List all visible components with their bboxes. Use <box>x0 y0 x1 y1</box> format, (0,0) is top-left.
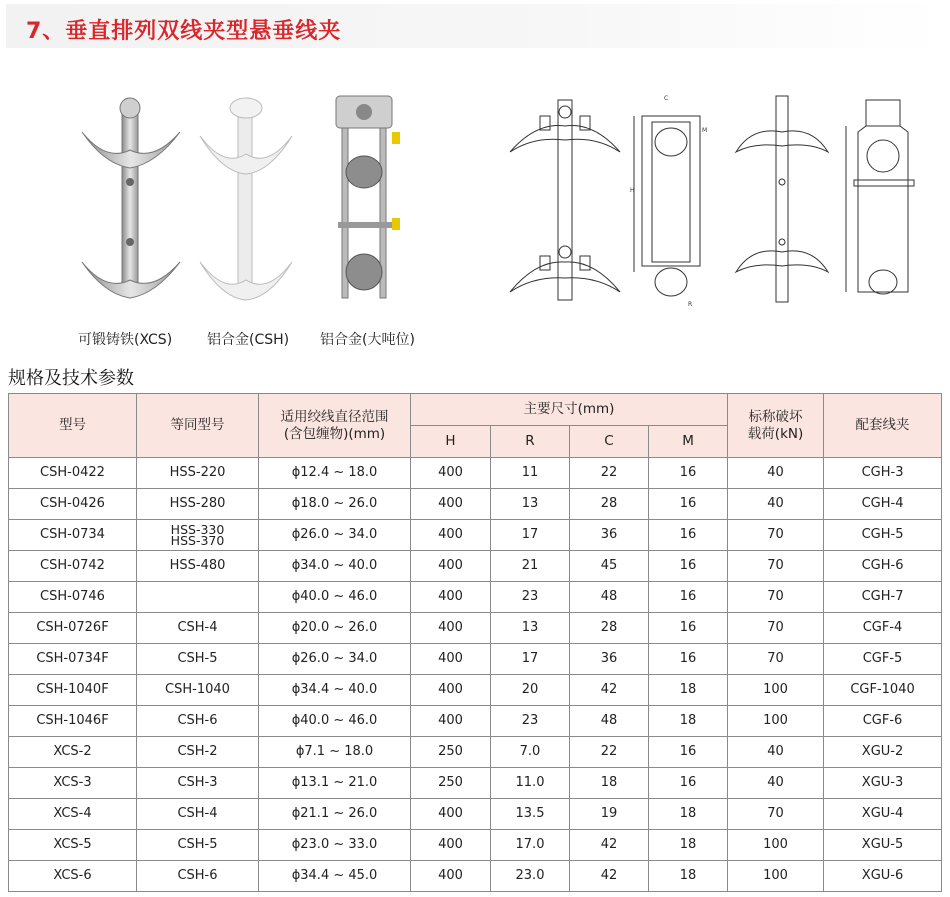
cell-h: 400 <box>411 675 491 706</box>
header-load-line2: 载荷(kN) <box>747 425 804 442</box>
cell-model: CSH-0426 <box>9 489 137 520</box>
dim-label-r: R <box>688 301 693 308</box>
cell-m: 16 <box>649 768 728 799</box>
cell-c: 48 <box>570 582 649 613</box>
cell-h: 250 <box>411 737 491 768</box>
cell-equivalent: CSH-6 <box>137 861 259 892</box>
cell-h: 400 <box>411 706 491 737</box>
table-row <box>9 489 942 520</box>
cell-h: 400 <box>411 520 491 551</box>
cell-m: 18 <box>649 706 728 737</box>
cell-clamp: CGF-1040 <box>824 675 942 706</box>
cell-model: XCS-4 <box>9 799 137 830</box>
cell-c: 22 <box>570 737 649 768</box>
cell-load: 40 <box>728 458 824 489</box>
cell-equivalent: CSH-5 <box>137 644 259 675</box>
cell-load: 40 <box>728 737 824 768</box>
cell-h: 400 <box>411 644 491 675</box>
spec-section-title: 规格及技术参数 <box>8 368 134 389</box>
cell-diameter: ϕ34.4 ~ 40.0 <box>259 675 411 706</box>
header-m: M <box>649 426 728 458</box>
table-row <box>9 520 942 551</box>
cell-equivalent: CSH-6 <box>137 706 259 737</box>
cell-equivalent <box>137 520 259 551</box>
table-row <box>9 768 942 799</box>
cell-clamp: XGU-4 <box>824 799 942 830</box>
cell-clamp: XGU-6 <box>824 861 942 892</box>
cell-c: 48 <box>570 706 649 737</box>
cell-equivalent: HSS-280 <box>137 489 259 520</box>
cell-r: 13 <box>491 613 570 644</box>
cell-equivalent-line1: HSS-330 <box>170 522 225 537</box>
cell-diameter: ϕ20.0 ~ 26.0 <box>259 613 411 644</box>
cell-model: CSH-0734 <box>9 520 137 551</box>
table-row <box>9 799 942 830</box>
table-row <box>9 861 942 892</box>
cell-diameter: ϕ21.1 ~ 26.0 <box>259 799 411 830</box>
cell-c: 42 <box>570 830 649 861</box>
table-row <box>9 737 942 768</box>
drawing-side-xcs <box>840 92 930 314</box>
cell-m: 18 <box>649 830 728 861</box>
header-load-line1: 标称破坏 <box>748 408 803 425</box>
cell-h: 400 <box>411 551 491 582</box>
cell-equivalent: CSH-4 <box>137 613 259 644</box>
header-clamp: 配套线夹 <box>824 394 942 458</box>
photo-caption-large-tonnage: 铝合金(大吨位) <box>320 332 415 348</box>
cell-m: 16 <box>649 737 728 768</box>
cell-h: 400 <box>411 861 491 892</box>
dim-label-m: M <box>702 127 708 134</box>
cell-diameter: ϕ34.0 ~ 40.0 <box>259 551 411 582</box>
cell-h: 400 <box>411 582 491 613</box>
cell-diameter: ϕ40.0 ~ 46.0 <box>259 706 411 737</box>
cell-r: 23 <box>491 706 570 737</box>
header-c: C <box>570 426 649 458</box>
cell-model: CSH-0422 <box>9 458 137 489</box>
table-row <box>9 458 942 489</box>
cell-h: 400 <box>411 458 491 489</box>
cell-h: 400 <box>411 489 491 520</box>
cell-clamp: XGU-5 <box>824 830 942 861</box>
cell-r: 17.0 <box>491 830 570 861</box>
cell-c: 42 <box>570 675 649 706</box>
cell-clamp: CGF-4 <box>824 613 942 644</box>
cell-c: 22 <box>570 458 649 489</box>
cell-diameter: ϕ40.0 ~ 46.0 <box>259 582 411 613</box>
cell-load: 70 <box>728 644 824 675</box>
cell-model: CSH-0742 <box>9 551 137 582</box>
cell-model: CSH-1040F <box>9 675 137 706</box>
cell-load: 100 <box>728 830 824 861</box>
dim-label-c: C <box>664 95 669 102</box>
cell-c: 28 <box>570 613 649 644</box>
cell-load: 70 <box>728 799 824 830</box>
cell-equivalent: CSH-4 <box>137 799 259 830</box>
cell-clamp: CGH-5 <box>824 520 942 551</box>
cell-equivalent: CSH-1040 <box>137 675 259 706</box>
cell-m: 16 <box>649 489 728 520</box>
cell-m: 18 <box>649 861 728 892</box>
cell-c: 18 <box>570 768 649 799</box>
cell-diameter: ϕ34.4 ~ 45.0 <box>259 861 411 892</box>
cell-m: 16 <box>649 644 728 675</box>
cell-m: 16 <box>649 551 728 582</box>
header-load <box>728 394 824 458</box>
header-diameter-line2: (含包缠物)(mm) <box>283 425 386 442</box>
photo-csh <box>196 92 296 312</box>
page-title: 7、垂直排列双线夹型悬垂线夹 <box>26 19 342 44</box>
cell-c: 42 <box>570 861 649 892</box>
cell-c: 19 <box>570 799 649 830</box>
cell-m: 16 <box>649 613 728 644</box>
cell-clamp: CGH-4 <box>824 489 942 520</box>
header-h: H <box>411 426 491 458</box>
drawing-side-csh <box>630 92 720 314</box>
cell-h: 400 <box>411 613 491 644</box>
header-diameter-line1: 适用绞线直径范围 <box>280 408 389 425</box>
table-row <box>9 830 942 861</box>
cell-h: 400 <box>411 830 491 861</box>
table-row <box>9 644 942 675</box>
cell-clamp: XGU-3 <box>824 768 942 799</box>
table-row <box>9 551 942 582</box>
table-row <box>9 675 942 706</box>
cell-h: 400 <box>411 799 491 830</box>
cell-clamp: CGH-6 <box>824 551 942 582</box>
cell-load: 40 <box>728 768 824 799</box>
cell-h: 250 <box>411 768 491 799</box>
cell-r: 21 <box>491 551 570 582</box>
cell-model: CSH-1046F <box>9 706 137 737</box>
cell-model: XCS-6 <box>9 861 137 892</box>
cell-clamp: XGU-2 <box>824 737 942 768</box>
cell-load: 40 <box>728 489 824 520</box>
drawing-front-csh <box>506 92 624 314</box>
cell-r: 11 <box>491 458 570 489</box>
cell-m: 18 <box>649 675 728 706</box>
cell-load: 70 <box>728 582 824 613</box>
header-equivalent: 等同型号 <box>137 394 259 458</box>
cell-r: 17 <box>491 644 570 675</box>
cell-equivalent: CSH-3 <box>137 768 259 799</box>
drawing-front-xcs <box>732 92 832 314</box>
cell-r: 20 <box>491 675 570 706</box>
spec-table <box>8 393 942 892</box>
cell-model: XCS-5 <box>9 830 137 861</box>
cell-clamp: CGH-3 <box>824 458 942 489</box>
cell-diameter: ϕ7.1 ~ 18.0 <box>259 737 411 768</box>
cell-model: CSH-0746 <box>9 582 137 613</box>
title-bar <box>6 4 944 48</box>
photo-caption-xcs: 可锻铸铁(XCS) <box>78 332 173 348</box>
cell-r: 7.0 <box>491 737 570 768</box>
cell-equivalent: CSH-2 <box>137 737 259 768</box>
cell-r: 17 <box>491 520 570 551</box>
cell-equivalent: HSS-220 <box>137 458 259 489</box>
cell-diameter: ϕ12.4 ~ 18.0 <box>259 458 411 489</box>
table-row <box>9 582 942 613</box>
photo-xcs <box>76 92 186 312</box>
cell-load: 100 <box>728 675 824 706</box>
cell-c: 36 <box>570 644 649 675</box>
table-row <box>9 613 942 644</box>
photo-caption-csh: 铝合金(CSH) <box>207 332 290 348</box>
cell-model: CSH-0726F <box>9 613 137 644</box>
cell-load: 100 <box>728 861 824 892</box>
cell-r: 13.5 <box>491 799 570 830</box>
cell-clamp: CGF-6 <box>824 706 942 737</box>
cell-m: 16 <box>649 458 728 489</box>
cell-diameter: ϕ13.1 ~ 21.0 <box>259 768 411 799</box>
cell-model: XCS-3 <box>9 768 137 799</box>
cell-clamp: CGF-5 <box>824 644 942 675</box>
header-diameter <box>259 394 411 458</box>
cell-diameter: ϕ23.0 ~ 33.0 <box>259 830 411 861</box>
cell-r: 13 <box>491 489 570 520</box>
cell-equivalent <box>137 582 259 613</box>
header-dims: 主要尺寸(mm) <box>411 394 728 426</box>
cell-model: CSH-0734F <box>9 644 137 675</box>
header-model: 型号 <box>9 394 137 458</box>
cell-c: 45 <box>570 551 649 582</box>
cell-r: 11.0 <box>491 768 570 799</box>
cell-equivalent: HSS-480 <box>137 551 259 582</box>
photo-large-tonnage <box>330 92 404 312</box>
table-row <box>9 706 942 737</box>
cell-r: 23.0 <box>491 861 570 892</box>
cell-diameter: ϕ26.0 ~ 34.0 <box>259 644 411 675</box>
cell-load: 100 <box>728 706 824 737</box>
cell-load: 70 <box>728 551 824 582</box>
cell-equivalent: CSH-5 <box>137 830 259 861</box>
cell-model: XCS-2 <box>9 737 137 768</box>
cell-diameter: ϕ18.0 ~ 26.0 <box>259 489 411 520</box>
cell-m: 16 <box>649 582 728 613</box>
cell-r: 23 <box>491 582 570 613</box>
cell-m: 18 <box>649 799 728 830</box>
cell-load: 70 <box>728 520 824 551</box>
cell-m: 16 <box>649 520 728 551</box>
spec-table-body <box>9 458 942 892</box>
dim-label-h: H <box>630 187 635 194</box>
cell-c: 28 <box>570 489 649 520</box>
header-r: R <box>491 426 570 458</box>
cell-diameter: ϕ26.0 ~ 34.0 <box>259 520 411 551</box>
cell-c: 36 <box>570 520 649 551</box>
cell-clamp: CGH-7 <box>824 582 942 613</box>
cell-equivalent-line2: HSS-370 <box>170 533 225 548</box>
cell-load: 70 <box>728 613 824 644</box>
